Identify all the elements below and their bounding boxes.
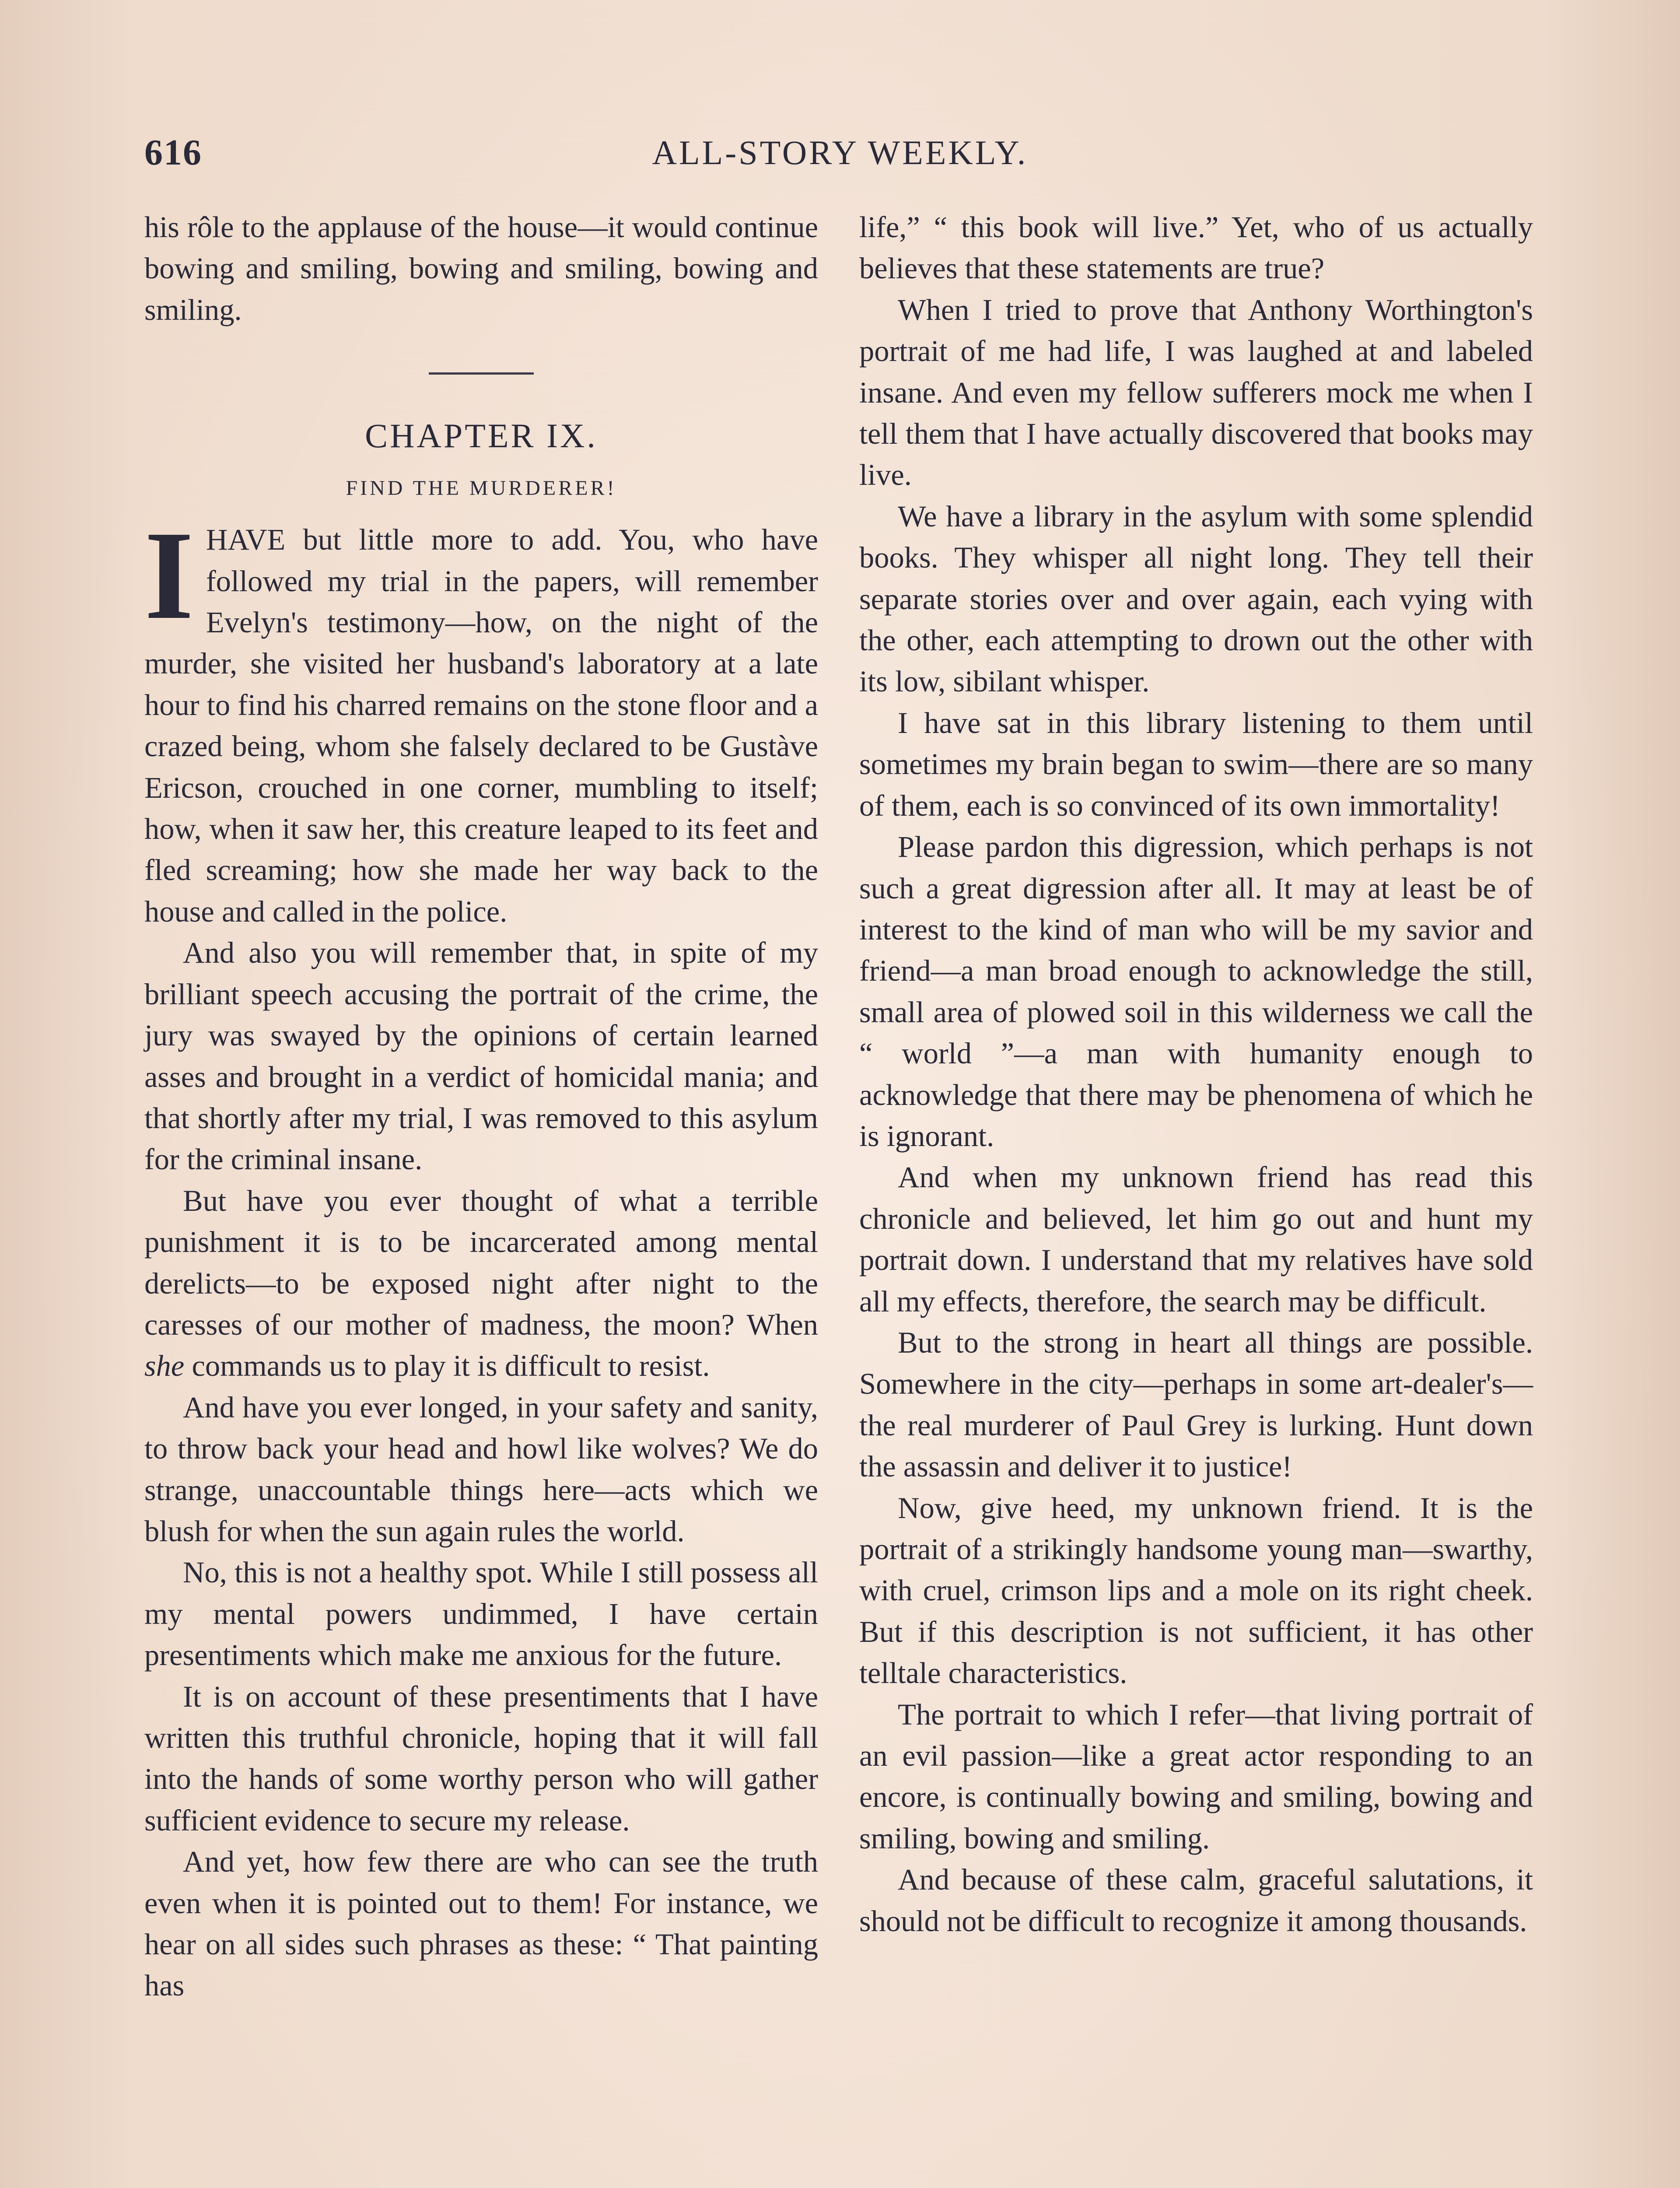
paragraph: When I tried to prove that Anthony Worthington's portrait of me had life, I was laughed at and labeled insane. And even my fellow sufferers mock me when I tell them that I have actually discovered that books may live. (859, 293, 1533, 492)
paragraph: But to the strong in heart all things are possible. Somewhere in the city—perhaps in some art-dealer's—the real murderer of Paul Grey is lurking. Hunt down the assassin and deliver it to justice! (859, 1325, 1533, 1483)
paragraph-text: But have you ever thought of what a terrible punishment it is to be incarcerated among mental derelicts—to be exposed night after night to the caresses of our mother of madness, the moon? When (144, 1184, 818, 1341)
paragraph: And when my unknown friend has read this chronicle and believed, let him go out and hunt my portrait down. I understand that my relatives have sold all my effects, therefore, the search may be difficult. (859, 1161, 1533, 1318)
paragraph: his rôle to the applause of the house—it would continue bowing and smiling, bowing and smiling, bowing and smiling. (144, 210, 818, 326)
paragraph: Now, give heed, my unknown friend. It is the portrait of a strikingly handsome young man—swarthy, with cruel, crimson lips and a mole on its right cheek. But if this description is not sufficient, it has other telltale characteristics. (859, 1491, 1533, 1690)
drop-cap: I (144, 505, 194, 646)
paragraph: life,” “ this book will live.” Yet, who of us actually believes that these statements are true? (859, 210, 1533, 285)
emphasis-text: she (144, 1349, 185, 1383)
page-number: 616 (144, 132, 202, 173)
paragraph-text: commands us to play it is difficult to resist. (184, 1349, 710, 1383)
paragraph: And yet, how few there are who can see the truth even when it is pointed out to them! For instance, we hear on all sides such phrases as these: “ That painting has (144, 1845, 818, 2002)
paragraph: And because of these calm, graceful salutations, it should not be difficult to recognize it among thousands. (859, 1863, 1533, 1938)
paragraph: No, this is not a healthy spot. While I still possess all my mental powers undimmed, I have certain presentiments which make me anxious for the future. (144, 1556, 818, 1672)
paragraph: And have you ever longed, in your safety and sanity, to throw back your head and howl like wolves? We do strange, unaccountable things here—acts which we blush for when the sun again rules the world. (144, 1390, 818, 1548)
paragraph (144, 1180, 818, 1387)
page-header (144, 131, 1536, 184)
paragraph: We have a library in the asylum with some splendid books. They whisper all night long. They tell their separate stories over and over again, each vying with the other, each attempting to drown out the other with its low, sibilant whisper. (859, 499, 1533, 698)
paragraph: And also you will remember that, in spite of my brilliant speech accusing the portrait of the crime, the jury was swayed by the opinions of certain learned asses and brought in a verdict of homicidal mania; and that shortly after my trial, I was removed to this asylum for the criminal insane. (144, 936, 818, 1176)
opening-paragraph-text: HAVE but little more to add. You, who have followed my trial in the papers, will remember Evelyn's testimony—how, on the night of the murder, she visited her husband's laboratory at a late hour to find his charred remains on the stone floor and a crazed being, whom she falsely declared to be Gustàve Ericson, crouched in one corner, mumbling to itself; how, when it saw her, this creature leaped to its feet and fled screaming; how she made her way back to the house and called in the police. (144, 523, 818, 928)
paragraph: I have sat in this library listening to them until sometimes my brain began to swim—there are so many of them, each is so convinced of its own immortality! (859, 706, 1533, 822)
running-title: ALL-STORY WEEKLY. (652, 133, 1028, 172)
section-divider (429, 372, 534, 375)
paragraph: The portrait to which I refer—that living portrait of an evil passion—like a great actor responding to an encore, is continually bowing and smiling, bowing and smiling, bowing and smiling. (859, 1697, 1533, 1855)
left-column (144, 207, 818, 2006)
right-column (859, 207, 1533, 1942)
paragraph: Please pardon this digression, which perhaps is not such a great digression after all. It may at least be of interest to the kind of man who will be my savior and friend—a man broad enough to acknowledge the still, small area of plowed soil in this wilderness we call the “ world ”—a man with humanity enough to acknowledge that there may be phenomena of which he is ignorant. (859, 830, 1533, 1153)
chapter-subtitle: FIND THE MURDERER! (346, 477, 617, 500)
paragraph: It is on account of these presentiments that I have written this truthful chronicle, hoping that it will fall into the hands of some worthy person who will gather sufficient evidence to secure my release. (144, 1680, 818, 1837)
chapter-title: CHAPTER IX. (365, 417, 598, 455)
opening-paragraph (144, 505, 818, 932)
